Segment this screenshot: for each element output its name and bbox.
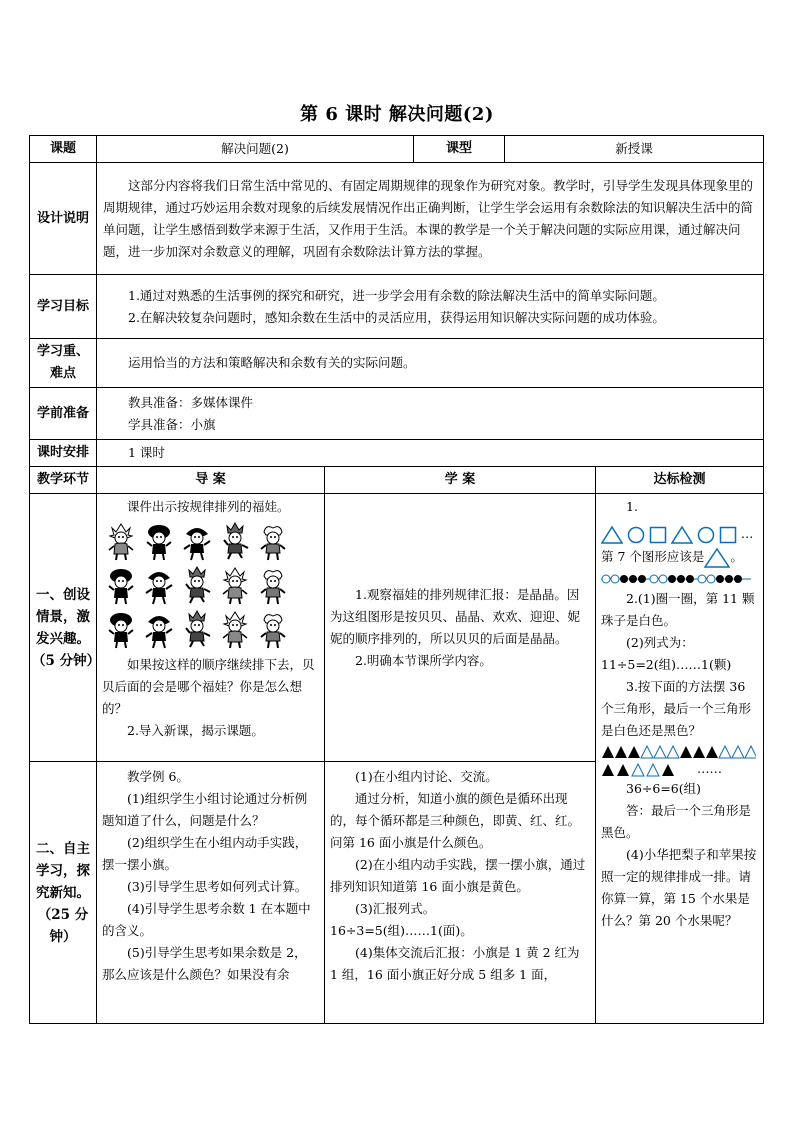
study-1-item-2: 2.明确本节课所学内容。 xyxy=(355,652,492,668)
fuwa-huanhuan-icon xyxy=(180,610,214,650)
fuwa-nini-icon xyxy=(256,610,290,650)
stage-2-line-3: 究新知。 xyxy=(36,884,90,901)
label-key-1: 学习重、 xyxy=(36,344,89,359)
fuwa-beibei-icon xyxy=(104,610,138,650)
study-1-item-1: 1.观察福娃的排列规律汇报：是晶晶。因为这组图形是按贝贝、晶晶、欢欢、迎迎、妮妮的顺序排列的，所以贝贝的后面是晶晶。 xyxy=(330,586,581,646)
guide-2-item-4: (3)引导学生思考如何列式计算。 xyxy=(127,879,308,894)
row-section-1 xyxy=(30,494,764,762)
header-stage: 教学环节 xyxy=(30,467,97,494)
label-prep: 学前准备 xyxy=(30,388,97,440)
stage-1-line-3: 发兴趣。 xyxy=(36,630,90,647)
square-icon xyxy=(649,526,667,544)
stage-1-line-4: （5 分钟） xyxy=(32,652,101,669)
study-2-item-4: (3)汇报列式。 xyxy=(355,901,436,916)
check-3-text: 3.按下面的方法摆 36 个三角形，最后一个三角形是白色还是黑色？ xyxy=(601,679,752,738)
fuwa-beibei-icon xyxy=(104,566,138,606)
fuwa-nini-icon xyxy=(256,522,290,562)
check-4-text: (4)小华把梨子和苹果按照一定的规律排成一排。请你算一算，第 15 个水果是什么？第 20 个水果呢？ xyxy=(601,847,757,928)
check-2b-text: (2)列式为：11÷5=2(组)……1(颗) xyxy=(601,635,732,672)
row-goals xyxy=(30,275,764,339)
row-design xyxy=(30,163,764,275)
key-text: 运用恰当的方法和策略解决和余数有关的实际问题。 xyxy=(97,339,764,388)
fuwa-image-grid xyxy=(104,522,319,650)
study-2-item-5: 16÷3=5(组)……1(面)。 xyxy=(330,923,473,938)
fuwa-yingying-icon xyxy=(218,566,252,606)
fuwa-jingjing-icon xyxy=(142,610,176,650)
check-3-dots: …… xyxy=(696,761,722,776)
guide-1-intro: 课件出示按规律排列的福娃。 xyxy=(127,499,290,514)
fuwa-jingjing-icon xyxy=(180,522,214,562)
design-text: 这部分内容将我们日常生活中常见的、有固定周期规律的现象作为研究对象。教学时，引导学生发现具体现象里的周期规律，通过巧妙运用余数对现象的后续发展情况作出正确判断，让学生学会运用有余数除法的知识解决生活中的简单问题，让学生感悟到数学来源于生活，又作用于生活。本课的教学是一个关于解决问题的实际应用课，通过解决问题，进一步加深对余数意义的理解，巩固有余数除法计算方法的掌握。 xyxy=(97,163,764,275)
square-icon xyxy=(719,526,737,544)
fuwa-yingying-icon xyxy=(104,522,138,562)
guide-2-item-6: (5)引导学生思考如果余数是 2，那么应该是什么颜色？如果没有余 xyxy=(102,945,307,982)
triangle-icon xyxy=(671,526,693,544)
prep-item-2: 学具准备：小旗 xyxy=(128,416,216,432)
guide-2-item-2: (1)组织学生小组讨论通过分析例题知道了什么，问题是什么？ xyxy=(102,791,308,828)
check-1-question-end: 。 xyxy=(730,549,743,564)
stage-2-line-4: （25 分钟） xyxy=(37,906,89,945)
bead-string-icon xyxy=(601,573,751,585)
label-topic: 课题 xyxy=(30,136,97,163)
goal-item-1: 1.通过对熟悉的生活事例的探究和研究，进一步学会用有余数的除法解决生活中的简单实际问题。 xyxy=(128,287,665,303)
study-2-item-2: 通过分析，知道小旗的颜色是循环出现的，每个循环都是三种颜色，即黄、红、红。问第 16 面小旗是什么颜色。 xyxy=(330,791,581,850)
topic-value: 解决问题(2) xyxy=(97,136,414,163)
check-3-answer: 答：最后一个三角形是黑色。 xyxy=(601,803,752,840)
header-check: 达标检测 xyxy=(596,467,764,494)
check-1-num: 1. xyxy=(626,499,638,514)
guide-2-item-1: 教学例 6。 xyxy=(127,769,189,784)
study-2-item-6: (4)集体交流后汇报：小旗是 1 黄 2 红为 1 组，16 面小旗正好分成 5 组多 1 面， xyxy=(330,945,580,982)
check-3-calc: 36÷6=6(组) xyxy=(626,781,702,796)
check-1-ellipsis: … xyxy=(740,526,754,541)
study-2-item-1: (1)在小组内讨论、交流。 xyxy=(355,769,498,784)
study-2-item-3: (2)在小组内动手实践，摆一摆小旗，通过排列知识知道第 16 面小旗是黄色。 xyxy=(330,857,586,894)
label-key-2: 难点 xyxy=(49,366,76,381)
check-1-question: 第 7 个图形应该是 xyxy=(601,549,705,564)
type-value: 新授课 xyxy=(505,136,764,163)
guide-1-question: 如果按这样的顺序继续排下去，贝贝后面的会是哪个福娃？你是怎么想的？ xyxy=(102,657,315,716)
stage-2-line-1: 二、自主 xyxy=(36,840,90,857)
label-schedule: 课时安排 xyxy=(30,440,97,467)
stage-1-line-1: 一、创设 xyxy=(36,586,90,603)
header-study: 学 案 xyxy=(325,467,596,494)
fuwa-jingjing-icon xyxy=(142,566,176,606)
row-schedule xyxy=(30,440,764,467)
row-key-points xyxy=(30,339,764,388)
label-type: 课型 xyxy=(414,136,505,163)
check-2-bead-string xyxy=(601,568,758,588)
fuwa-nini-icon xyxy=(256,566,290,606)
circle-icon xyxy=(697,526,715,544)
row-topic xyxy=(30,136,764,163)
fuwa-beibei-icon xyxy=(142,522,176,562)
goal-item-2: 2.在解决较复杂问题时，感知余数在生活中的灵活应用，获得运用知识解决实际问题的成功体验。 xyxy=(128,309,665,325)
fuwa-yingying-icon xyxy=(218,610,252,650)
lesson-plan-table xyxy=(29,135,764,1024)
guide-2-item-5: (4)引导学生思考余数 1 在本题中的含义。 xyxy=(102,901,311,938)
triangle-answer-icon xyxy=(704,548,730,568)
circle-icon xyxy=(627,526,645,544)
fuwa-huanhuan-icon xyxy=(180,566,214,606)
stage-2-line-2: 学习，探 xyxy=(36,862,90,879)
row-prep xyxy=(30,388,764,440)
check-2-text: 2.(1)圈一圈，第 11 颗珠子是白色。 xyxy=(601,591,755,628)
page-title: 第 6 课时 解决问题(2) xyxy=(300,104,494,125)
guide-1-item-2: 2.导入新课，揭示课题。 xyxy=(127,723,264,738)
fuwa-huanhuan-icon xyxy=(218,522,252,562)
label-design: 设计说明 xyxy=(30,163,97,275)
prep-item-1: 教具准备：多媒体课件 xyxy=(128,394,254,410)
triangle-icon xyxy=(601,526,623,544)
triangle-row-1-icon xyxy=(601,745,756,759)
check-1-shape-sequence xyxy=(601,522,758,546)
triangle-row-2-icon xyxy=(601,763,693,777)
label-goals: 学习目标 xyxy=(30,275,97,339)
header-guide: 导 案 xyxy=(97,467,325,494)
stage-1-line-2: 情景，激 xyxy=(36,608,90,625)
row-section-headers xyxy=(30,467,764,494)
schedule-value: 1 课时 xyxy=(97,440,764,467)
check-3-triangle-sequence xyxy=(601,742,758,760)
guide-2-item-3: (2)组织学生在小组内动手实践，摆一摆小旗。 xyxy=(102,835,308,872)
